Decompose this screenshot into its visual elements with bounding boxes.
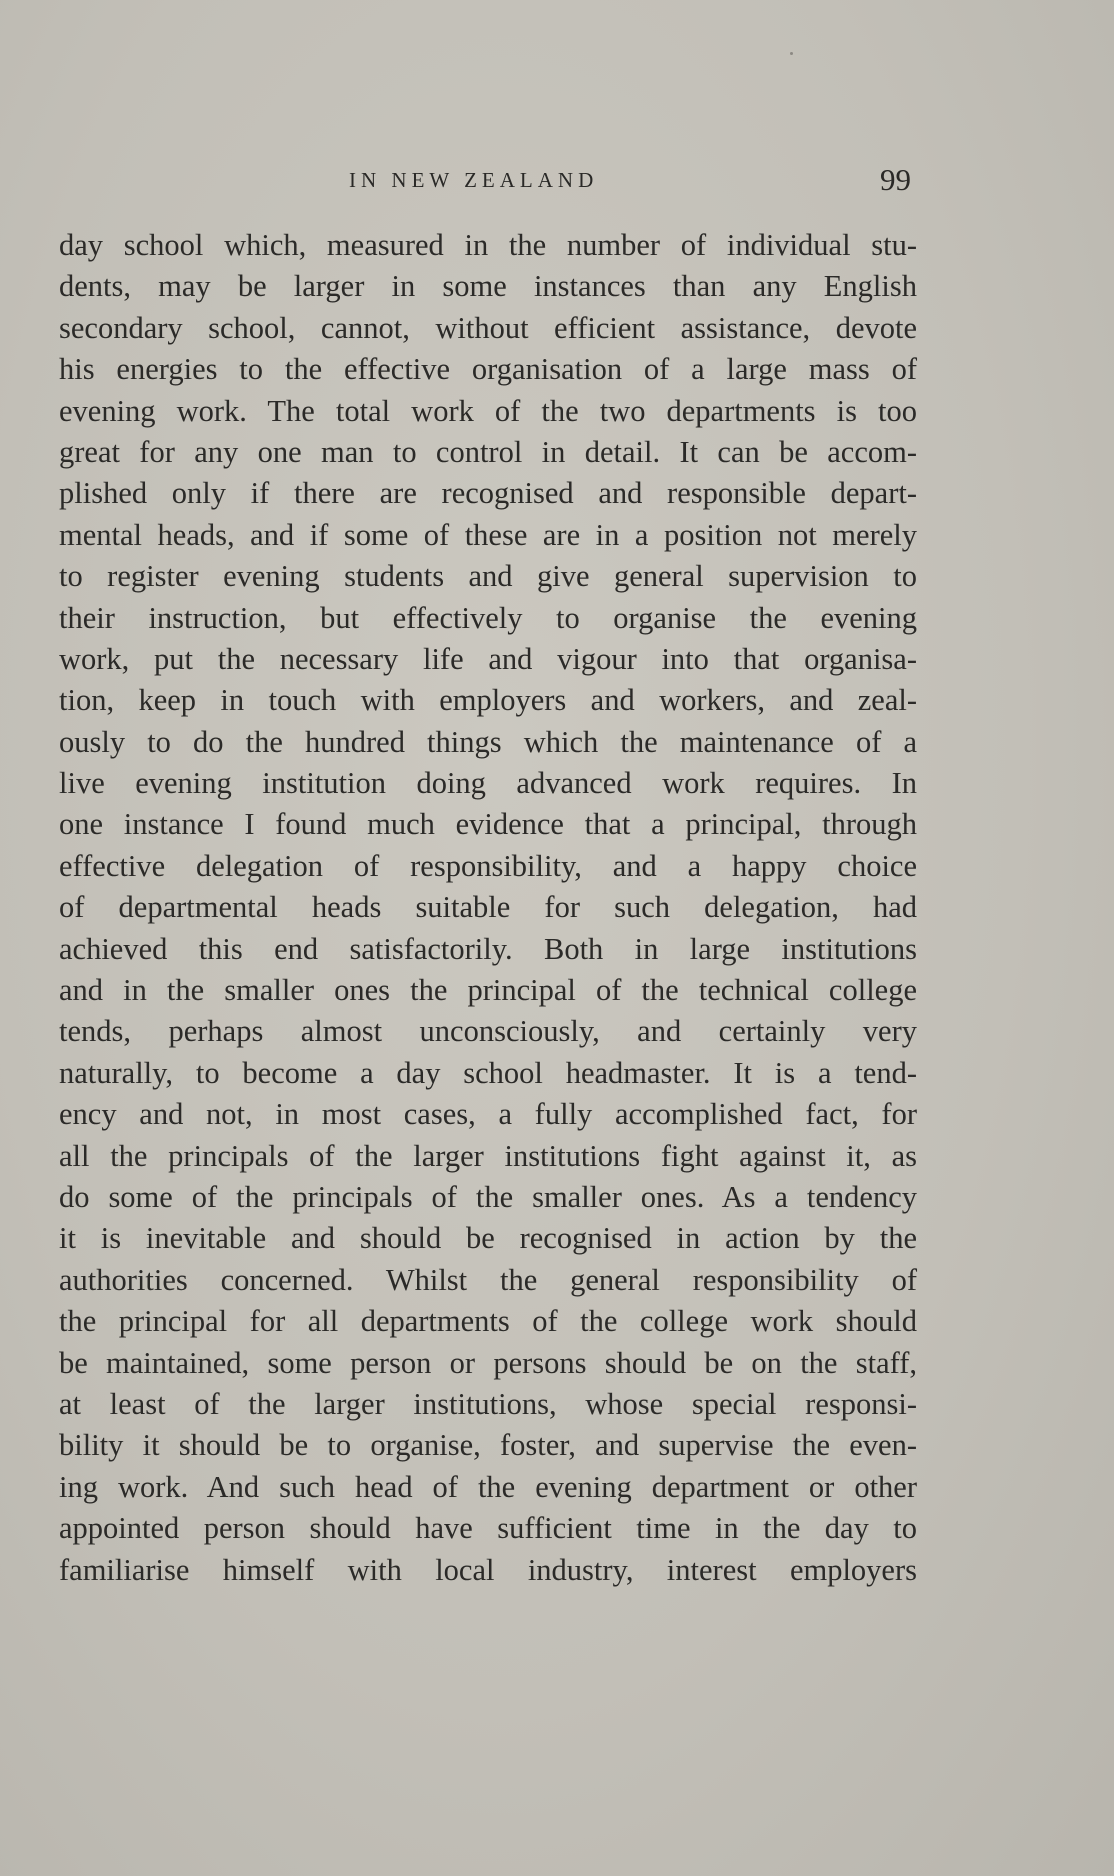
text-line: ency and not, in most cases, a fully accomplished fact, for	[59, 1097, 917, 1132]
text-line: one instance I found much evidence that a principal, through	[59, 807, 917, 842]
text-line: his energies to the effective organisation of a large mass of	[59, 352, 917, 387]
text-line: their instruction, but effectively to organise the evening	[59, 600, 917, 635]
text-line: familiarise himself with local industry, interest employers	[59, 1552, 917, 1587]
text-line: tion, keep in touch with employers and workers, and zeal-	[59, 683, 917, 718]
text-line: of departmental heads suitable for such delegation, had	[59, 890, 917, 925]
text-line: all the principals of the larger institutions fight against it, as	[59, 1138, 917, 1173]
text-line: dents, may be larger in some instances than any English	[59, 269, 917, 304]
text-line: great for any one man to control in detail. It can be accom-	[59, 434, 917, 469]
text-line: ously to do the hundred things which the maintenance of a	[59, 724, 917, 759]
paper-speck	[790, 52, 793, 55]
text-line: evening work. The total work of the two departments is too	[59, 393, 917, 428]
text-line: live evening institution doing advanced work requires. In	[59, 766, 917, 801]
text-line: plished only if there are recognised and responsible depart-	[59, 476, 917, 511]
text-line: authorities concerned. Whilst the general responsibility of	[59, 1262, 917, 1297]
text-line: achieved this end satisfactorily. Both in large institutions	[59, 931, 917, 966]
text-line: naturally, to become a day school headmaster. It is a tend-	[59, 1055, 917, 1090]
text-line: the principal for all departments of the college work should	[59, 1304, 917, 1339]
page-number: 99	[880, 162, 911, 197]
text-line: bility it should be to organise, foster, and supervise the even-	[59, 1428, 917, 1463]
text-line: mental heads, and if some of these are in a position not merely	[59, 517, 917, 552]
text-line: at least of the larger institutions, whose special responsi-	[59, 1386, 917, 1421]
text-line: appointed person should have sufficient time in the day to	[59, 1511, 917, 1546]
text-line: and in the smaller ones the principal of the technical college	[59, 973, 917, 1008]
text-line: day school which, measured in the number of individual stu-	[59, 228, 917, 262]
body-text	[59, 225, 917, 1591]
text-line: effective delegation of responsibility, and a happy choice	[59, 848, 917, 883]
running-head	[0, 162, 1114, 202]
text-line: to register evening students and give general supervision to	[59, 559, 917, 594]
text-line: work, put the necessary life and vigour into that organisa-	[59, 641, 917, 676]
text-line: be maintained, some person or persons should be on the staff,	[59, 1345, 917, 1380]
text-line: do some of the principals of the smaller ones. As a tendency	[59, 1179, 917, 1214]
text-line: secondary school, cannot, without efficient assistance, devote	[59, 310, 917, 345]
running-title: IN NEW ZEALAND	[349, 168, 599, 192]
text-line: ing work. And such head of the evening department or other	[59, 1469, 917, 1504]
text-line: tends, perhaps almost unconsciously, and certainly very	[59, 1014, 917, 1049]
text-line: it is inevitable and should be recognised in action by the	[59, 1221, 917, 1256]
